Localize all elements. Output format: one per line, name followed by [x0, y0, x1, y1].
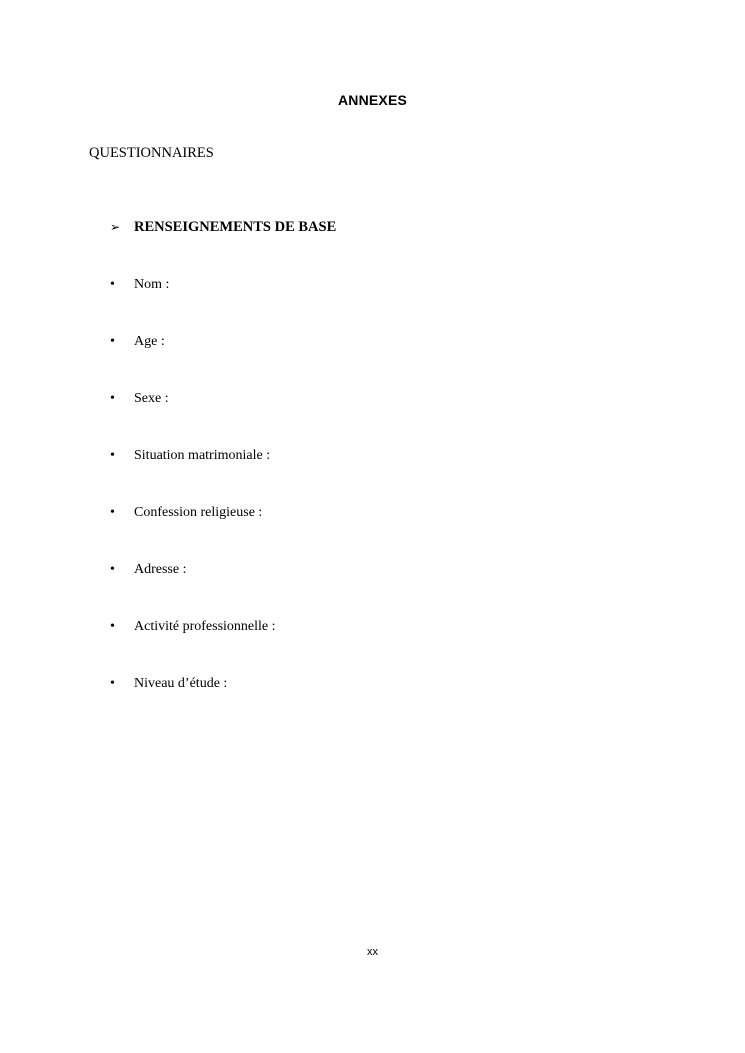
field-label: Situation matrimoniale :: [134, 448, 271, 463]
field-list: [110, 276, 276, 732]
list-item-nom: [110, 276, 276, 333]
bullet-icon: •: [110, 619, 115, 634]
bullet-icon: •: [110, 391, 115, 406]
list-item-adresse: [110, 561, 276, 618]
section-heading: [110, 219, 336, 236]
list-item-confession-religieuse: [110, 504, 276, 561]
bullet-icon: •: [110, 277, 115, 292]
list-item-sexe: [110, 390, 276, 447]
field-label: Sexe :: [134, 391, 169, 406]
field-label: Confession religieuse :: [134, 505, 263, 520]
list-item-situation-matrimoniale: [110, 447, 276, 504]
page-number: xx: [367, 946, 378, 958]
field-label: Activité professionnelle :: [134, 619, 276, 634]
questionnaires-heading: QUESTIONNAIRES: [89, 145, 214, 161]
section-label: RENSEIGNEMENTS DE BASE: [134, 219, 337, 235]
bullet-icon: •: [110, 334, 115, 349]
field-label: Niveau d’étude :: [134, 676, 228, 691]
field-label: Nom :: [134, 277, 170, 292]
list-item-niveau-etude: [110, 675, 276, 732]
list-item-activite-professionnelle: [110, 618, 276, 675]
arrow-bullet-icon: ➢: [110, 220, 121, 234]
bullet-icon: •: [110, 505, 115, 520]
bullet-icon: •: [110, 448, 115, 463]
page-title: ANNEXES: [337, 92, 408, 108]
bullet-icon: •: [110, 676, 115, 691]
bullet-icon: •: [110, 562, 115, 577]
field-label: Age :: [134, 334, 165, 349]
field-label: Adresse :: [134, 562, 187, 577]
list-item-age: [110, 333, 276, 390]
